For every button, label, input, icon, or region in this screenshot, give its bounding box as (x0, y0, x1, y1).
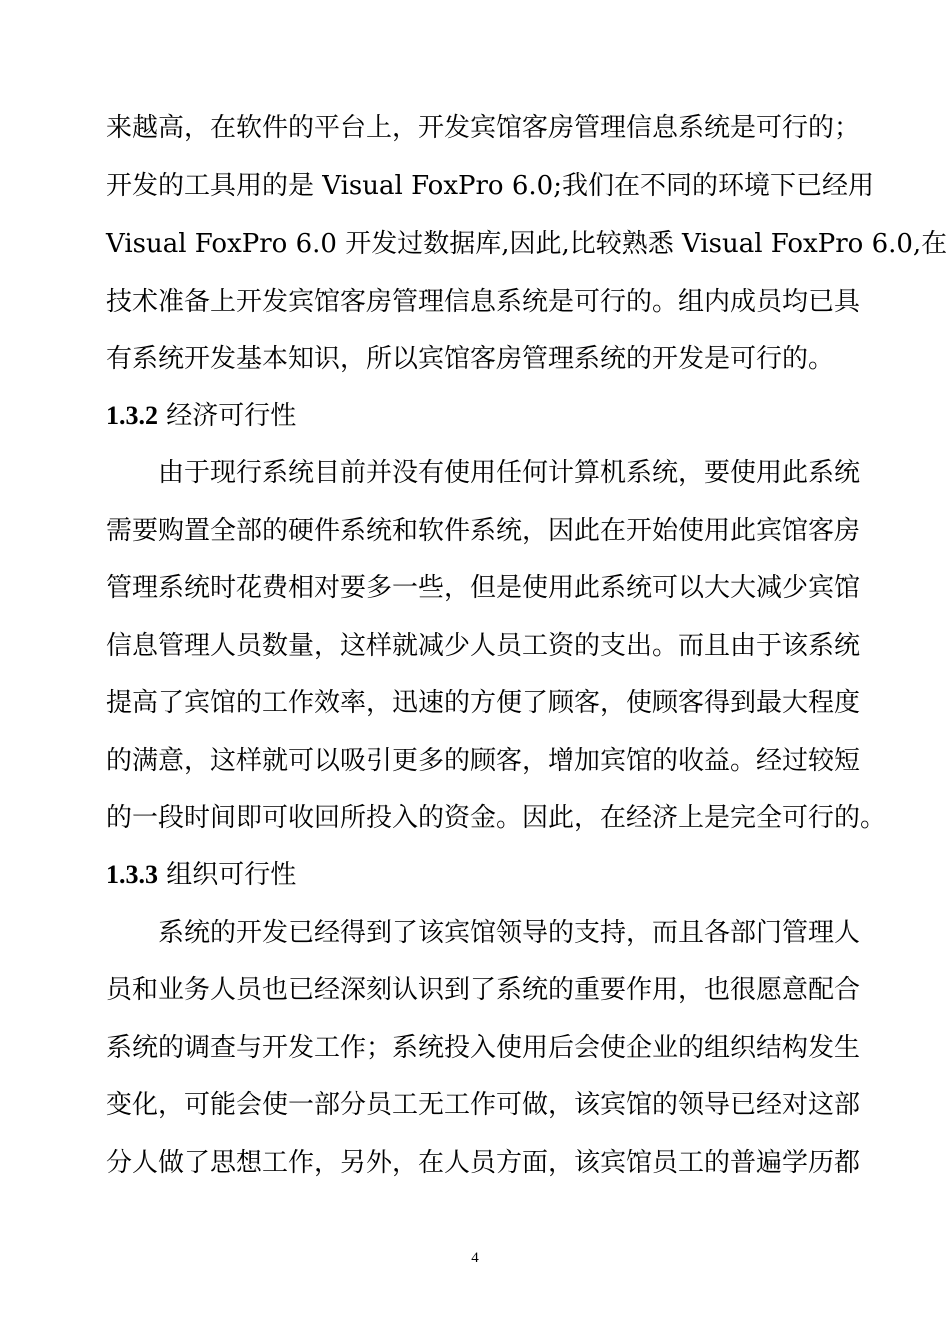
paragraph-line: 的一段时间即可收回所投入的资金。因此，在经济上是完全可行的。 (106, 803, 887, 833)
section-title: 组织可行性 (166, 860, 297, 890)
paragraph-line: 分人做了思想工作，另外，在人员方面，该宾馆员工的普遍学历都 (106, 1148, 861, 1178)
section-title: 经济可行性 (166, 401, 297, 431)
paragraph-line: 来越高，在软件的平台上，开发宾馆客房管理信息系统是可行的； (106, 113, 861, 143)
page-number: 4 (471, 1250, 479, 1266)
paragraph-line: Visual FoxPro 6.0 开发过数据库,因此,比较熟悉 Visual FoxPro 6.0,在 (106, 229, 948, 259)
paragraph-line: 需要购置全部的硬件系统和软件系统，因此在开始使用此宾馆客房 (106, 516, 861, 546)
section-heading-economic (106, 400, 296, 432)
paragraph-line: 信息管理人员数量，这样就减少人员工资的支出。而且由于该系统 (106, 631, 861, 661)
paragraph-line: 由于现行系统目前并没有使用任何计算机系统，要使用此系统 (158, 458, 861, 488)
paragraph-line: 开发的工具用的是 Visual FoxPro 6.0;我们在不同的环境下已经用 (106, 171, 874, 201)
paragraph-line: 的满意，这样就可以吸引更多的顾客，增加宾馆的收益。经过较短 (106, 746, 861, 776)
paragraph-line: 员和业务人员也已经深刻认识到了系统的重要作用，也很愿意配合 (106, 975, 861, 1005)
paragraph-line: 管理系统时花费相对要多一些，但是使用此系统可以大大减少宾馆 (106, 573, 861, 603)
paragraph-line: 技术准备上开发宾馆客房管理信息系统是可行的。组内成员均已具 (106, 287, 861, 317)
section-number: 1.3.3 (106, 860, 158, 889)
paragraph-line: 系统的开发已经得到了该宾馆领导的支持，而且各部门管理人 (158, 918, 861, 948)
section-heading-organization (106, 859, 296, 891)
paragraph-line: 系统的调查与开发工作；系统投入使用后会使企业的组织结构发生 (106, 1033, 861, 1063)
paragraph-line: 有系统开发基本知识，所以宾馆客房管理系统的开发是可行的。 (106, 344, 835, 374)
section-number: 1.3.2 (106, 401, 158, 430)
paragraph-line: 变化，可能会使一部分员工无工作可做，该宾馆的领导已经对这部 (106, 1090, 861, 1120)
paragraph-line: 提高了宾馆的工作效率，迅速的方便了顾客，使顾客得到最大程度 (106, 688, 861, 718)
